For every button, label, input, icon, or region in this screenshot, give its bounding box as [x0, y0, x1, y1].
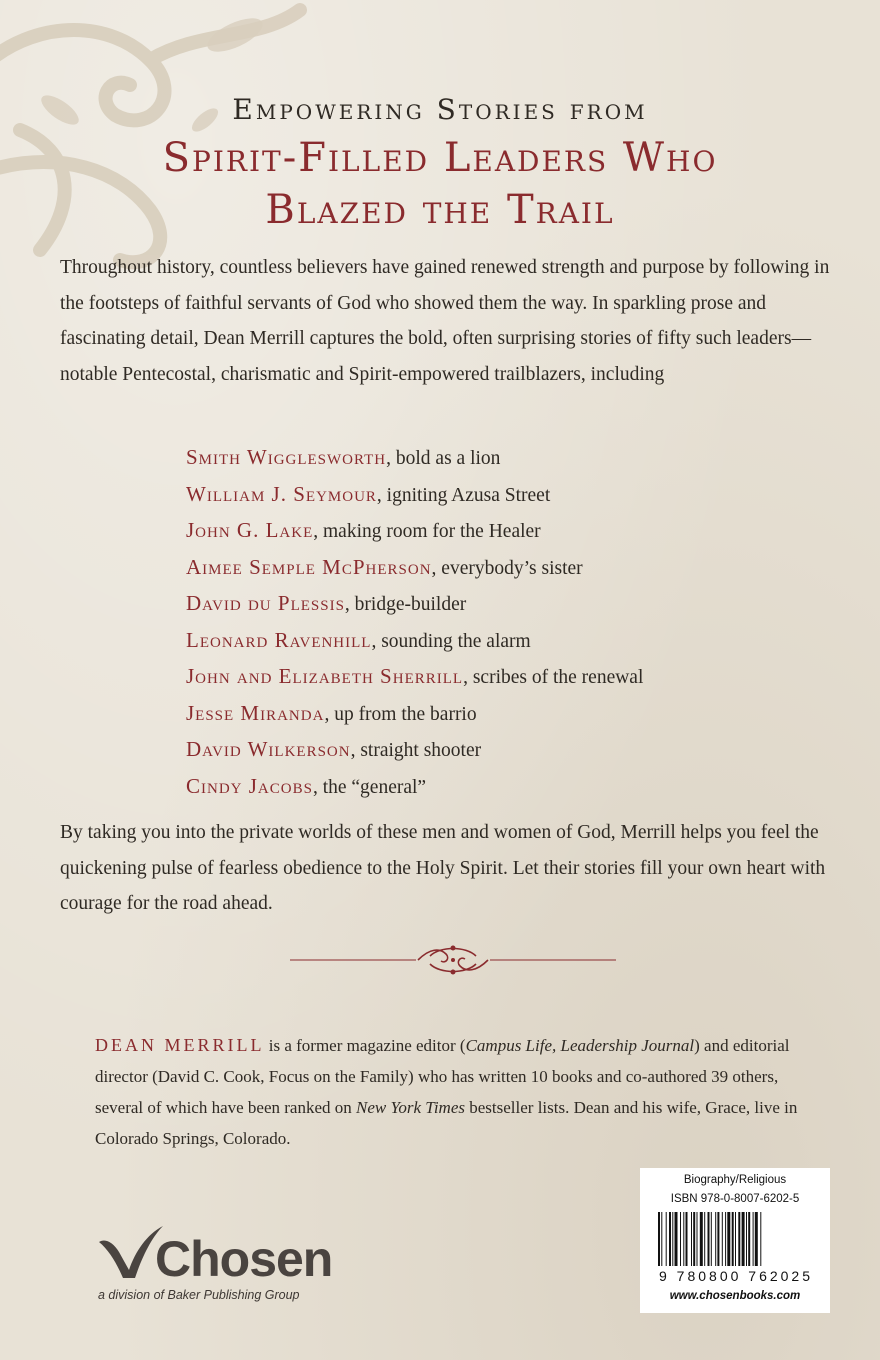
publisher-logo — [95, 1212, 395, 1312]
publisher-name: Chosen — [155, 1231, 333, 1287]
ornamental-divider — [290, 940, 616, 980]
heading-line-1: Empowering Stories from — [232, 93, 648, 126]
leader-description: , igniting Azusa Street — [376, 484, 551, 506]
list-item — [186, 696, 806, 733]
heading-line-2: Spirit-Filled Leaders Who — [162, 135, 718, 181]
leader-name: David Wilkerson — [186, 737, 351, 761]
list-item — [186, 769, 806, 806]
leader-description: , bridge-builder — [344, 594, 467, 615]
leader-description: , straight shooter — [350, 740, 482, 761]
list-item — [186, 550, 806, 587]
leader-description: , up from the barrio — [324, 703, 477, 725]
leader-description: , sounding the alarm — [371, 630, 531, 652]
list-item — [186, 586, 806, 623]
leader-description: , scribes of the renewal — [463, 667, 644, 688]
leader-name: John and Elizabeth Sherrill — [186, 664, 464, 688]
leader-name: Leonard Ravenhill — [186, 627, 372, 652]
bio-italic-titles: Campus Life, Leadership Journal — [465, 1036, 695, 1055]
barcode-panel — [640, 1168, 830, 1313]
list-item — [186, 513, 806, 550]
list-item — [186, 477, 806, 514]
bio-text: bestseller lists. Dean and his wife, Grace, live in Colorado Springs, Colorado. — [95, 1098, 798, 1148]
leader-description: , everybody’s sister — [431, 557, 583, 579]
leader-name: Jesse Miranda — [186, 700, 325, 725]
leader-description: , making room for the Healer — [313, 521, 541, 542]
leader-name: John G. Lake — [186, 518, 314, 542]
list-item — [186, 732, 806, 769]
leader-name: Cindy Jacobs — [186, 773, 313, 798]
leader-name: William J. Seymour — [186, 481, 377, 506]
list-item — [186, 659, 806, 696]
leader-description: , the “general” — [312, 776, 427, 798]
bio-text: ) and editorial director (David C. Cook, Focus on the Family) who has written 10 books and co-authored 39 others, several of which have been ranked on — [95, 1036, 790, 1117]
leader-description: , bold as a lion — [386, 448, 501, 469]
list-item — [186, 623, 806, 660]
author-name: DEAN MERRILL — [95, 1035, 265, 1055]
isbn-text: ISBN 978-0-8007-6202-5 — [670, 1193, 800, 1205]
leaders-list — [186, 440, 806, 805]
intro-paragraph: Throughout history, countless believers have gained renewed strength and purpose by following in the footsteps of faithful servants of God who showed them the way. In sparkling prose and fascinating detail, Dean Merrill captures the bold, often surprising stories of fifty such leaders—notable Pentecostal, charismatic and Spirit-empowered trailblazers, including — [60, 257, 830, 385]
leader-name: Smith Wigglesworth — [186, 445, 387, 469]
author-bio — [95, 1030, 830, 1154]
bio-text: is a former magazine editor ( — [264, 1036, 466, 1055]
closing-paragraph: By taking you into the private worlds of these men and women of God, Merrill helps you feel the quickening pulse of fearless obedience to the Holy Spirit. Let their stories fill your own heart with courage for the road ahead. — [60, 822, 826, 914]
barcode-digits: 9 780800 762025 — [659, 1268, 813, 1284]
bio-italic-nyt: New York Times — [356, 1098, 465, 1117]
cover-heading — [0, 88, 880, 236]
website-url: www.chosenbooks.com — [669, 1290, 801, 1302]
list-item — [186, 440, 806, 477]
heading-line-3: Blazed the Trail — [265, 187, 615, 233]
book-category: Biography/Religious — [683, 1174, 787, 1186]
leader-name: Aimee Semple McPherson — [186, 554, 432, 579]
leader-name: David du Plessis — [186, 591, 345, 615]
publisher-subtitle: a division of Baker Publishing Group — [98, 1288, 300, 1302]
